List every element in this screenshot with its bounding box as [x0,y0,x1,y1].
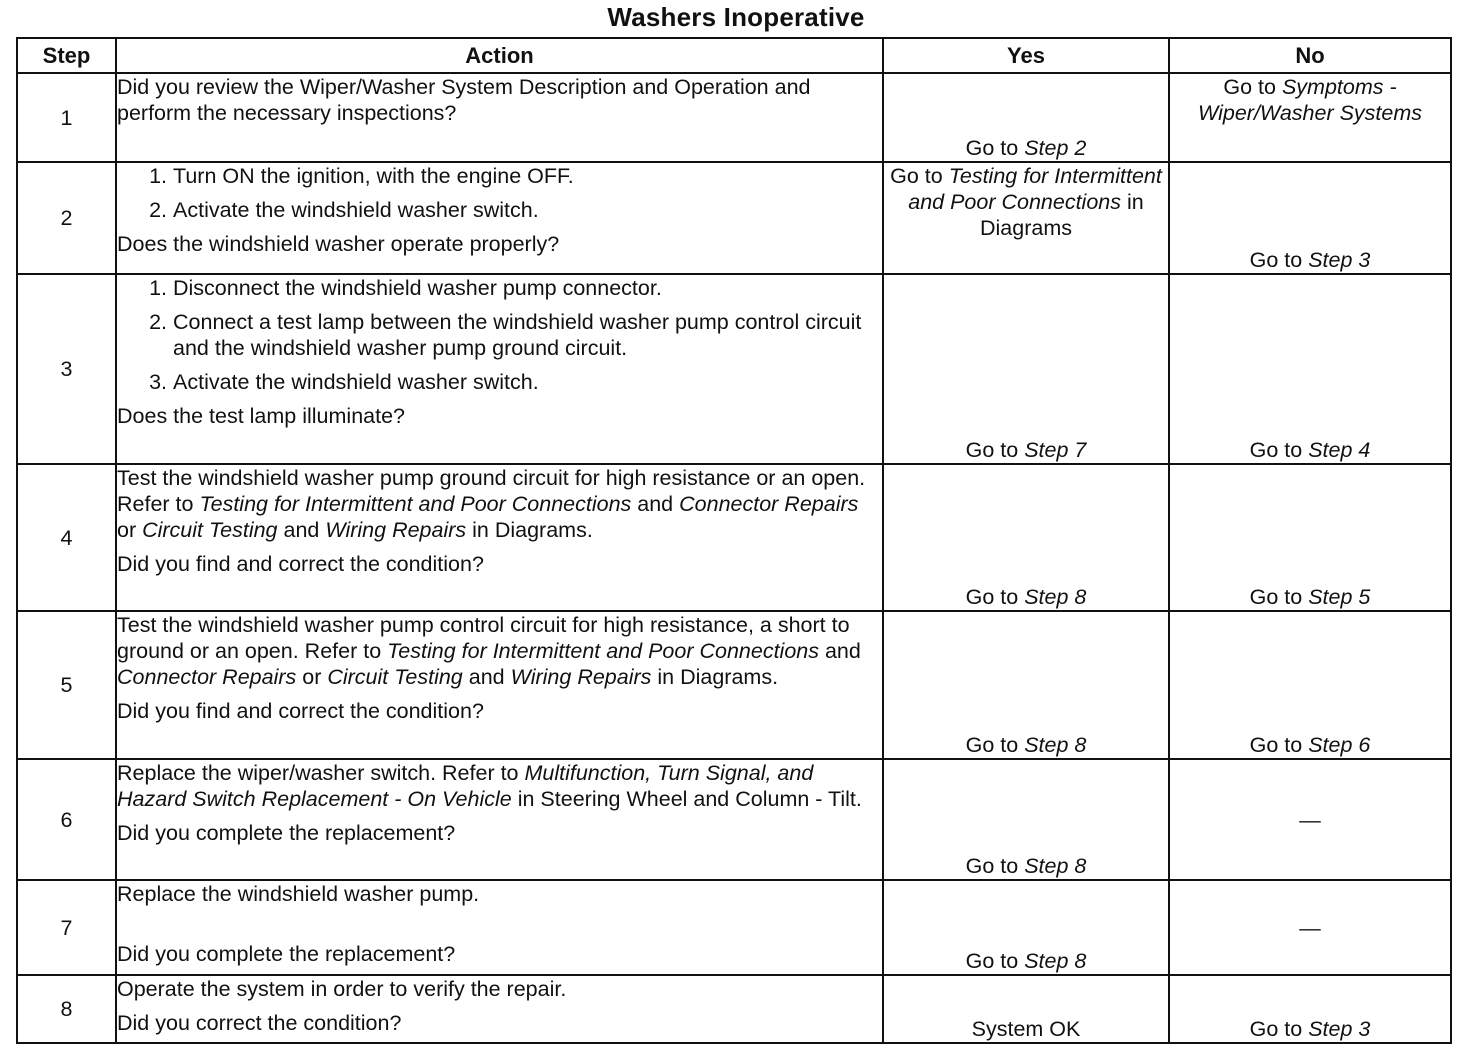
yes-prefix: Go to [890,164,949,188]
no-cell [1169,274,1451,464]
table-row [17,975,1451,1043]
reference-link: Connector Repairs [117,665,297,689]
no-prefix: Go to [1249,438,1309,462]
yes-ref: Step 2 [1024,136,1087,160]
yes-ref: Testing for Intermittent and Poor Connections [908,164,1162,214]
action-cell [116,759,883,880]
yes-ref: Step 8 [1024,733,1087,757]
text-run: in Diagrams. [466,518,593,542]
yes-cell [883,274,1169,464]
no-cell [1169,611,1451,759]
yes-prefix: Go to [965,854,1025,878]
header-action: Action [116,38,883,73]
text-run: in Diagrams. [651,665,779,689]
action-step-item: 2. Activate the windshield washer switch. [173,197,882,223]
yes-prefix: Go to [965,949,1025,973]
reference-link: Wiring Repairs [510,665,652,689]
yes-prefix: Go to [965,733,1025,757]
no-cell [1169,73,1451,162]
step-number: 1 [17,73,116,162]
page-title: Washers Inoperative [607,2,865,32]
text-run: Replace the wiper/washer switch. Refer to [117,761,525,785]
action-steps [117,163,882,223]
action-cell [116,73,883,162]
table-row [17,162,1451,274]
yes-ref: Step 8 [1024,949,1087,973]
action-step-item: 3. Activate the windshield washer switch. [173,369,882,395]
action-question: Does the windshield washer operate properly? [117,232,560,256]
no-ref: Symptoms - Wiper/Washer Systems [1197,75,1423,125]
reference-link: Circuit Testing [142,518,278,542]
action-cell [116,274,883,464]
text-run: Test the windshield washer pump control circuit for high resistance, a short to ground or an open. Refer to [117,613,850,663]
action-question: Did you correct the condition? [117,1011,402,1035]
action-question: Did you review the Wiper/Washer System Description and Operation and perform the necessary inspections? [117,75,811,125]
dash-mark: — [1299,807,1321,832]
text-run: or [117,518,143,542]
yes-cell [883,880,1169,975]
text-run: in Steering Wheel and Column - Tilt. [511,787,862,811]
step-number: 8 [17,975,116,1043]
table-row [17,73,1451,162]
text-run: Test the windshield washer pump ground circuit for high resistance or an open. Refer to [117,466,866,516]
action-question: Did you complete the replacement? [117,821,456,845]
action-cell [116,162,883,274]
text-run: and [462,665,511,689]
no-cell [1169,975,1451,1043]
no-ref: Step 6 [1308,733,1371,757]
yes-prefix: Go to [965,438,1025,462]
header-row [17,38,1451,73]
action-cell [116,611,883,759]
no-cell [1169,162,1451,274]
reference-link: Testing for Intermittent and Poor Connections [387,639,819,663]
no-prefix: Go to [1249,1017,1309,1041]
action-steps [117,275,882,395]
reference-link: Circuit Testing [327,665,463,689]
no-prefix: Go to [1249,733,1309,757]
table-row [17,611,1451,759]
yes-prefix: Go to [965,136,1025,160]
text-run: and [277,518,326,542]
action-step-item: 1. Turn ON the ignition, with the engine OFF. [173,163,882,189]
action-cell [116,464,883,611]
table-row [17,759,1451,880]
no-ref: Step 4 [1308,438,1371,462]
table-row [17,274,1451,464]
action-question: Did you find and correct the condition? [117,552,484,576]
header-yes: Yes [883,38,1169,73]
yes-ref: Step 8 [1024,585,1087,609]
text-run: or [296,665,328,689]
reference-link: Wiring Repairs [325,518,467,542]
action-cell [116,880,883,975]
step-number: 2 [17,162,116,274]
no-cell [1169,759,1451,880]
table-row [17,464,1451,611]
reference-link: Testing for Intermittent and Poor Connections [199,492,632,516]
action-question: Did you complete the replacement? [117,942,456,966]
no-prefix: Go to [1223,75,1282,99]
yes-cell [883,975,1169,1043]
action-question: Does the test lamp illuminate? [117,404,406,428]
yes-cell [883,611,1169,759]
action-text [117,760,882,812]
no-ref: Step 3 [1308,248,1371,272]
text-run: and [631,492,680,516]
text-run: and [818,639,861,663]
yes-suffix: in Diagrams [980,190,1144,240]
yes-ref: Step 7 [1024,438,1087,462]
no-prefix: Go to [1249,585,1309,609]
action-text: Replace the windshield washer pump. [117,882,480,906]
action-text [117,465,882,543]
table-row [17,880,1451,975]
action-step-item: 1. Disconnect the windshield washer pump connector. [173,275,882,301]
no-ref: Step 3 [1308,1017,1371,1041]
action-question: Did you find and correct the condition? [117,699,484,723]
action-step-item: 2. Connect a test lamp between the windshield washer pump control circuit and the windshield washer pump ground circuit. [173,309,882,361]
no-cell [1169,464,1451,611]
yes-cell [883,759,1169,880]
dash-mark: — [1299,915,1321,940]
reference-link: Connector Repairs [679,492,859,516]
diagnostic-table [16,37,1452,1044]
step-number: 4 [17,464,116,611]
action-cell [116,975,883,1043]
no-prefix: Go to [1249,248,1309,272]
reference-link: Multifunction, Turn Signal, and Hazard Switch Replacement - On Vehicle [117,761,814,811]
header-step: Step [17,38,116,73]
action-text: Operate the system in order to verify the repair. [117,977,567,1001]
header-no: No [1169,38,1451,73]
step-number: 6 [17,759,116,880]
step-number: 5 [17,611,116,759]
no-ref: Step 5 [1308,585,1371,609]
no-cell [1169,880,1451,975]
step-number: 7 [17,880,116,975]
yes-cell [883,464,1169,611]
yes-ref: Step 8 [1024,854,1087,878]
yes-result: System OK [971,1017,1081,1041]
step-number: 3 [17,274,116,464]
action-text [117,612,882,690]
yes-cell [883,162,1169,274]
yes-prefix: Go to [965,585,1025,609]
yes-cell [883,73,1169,162]
